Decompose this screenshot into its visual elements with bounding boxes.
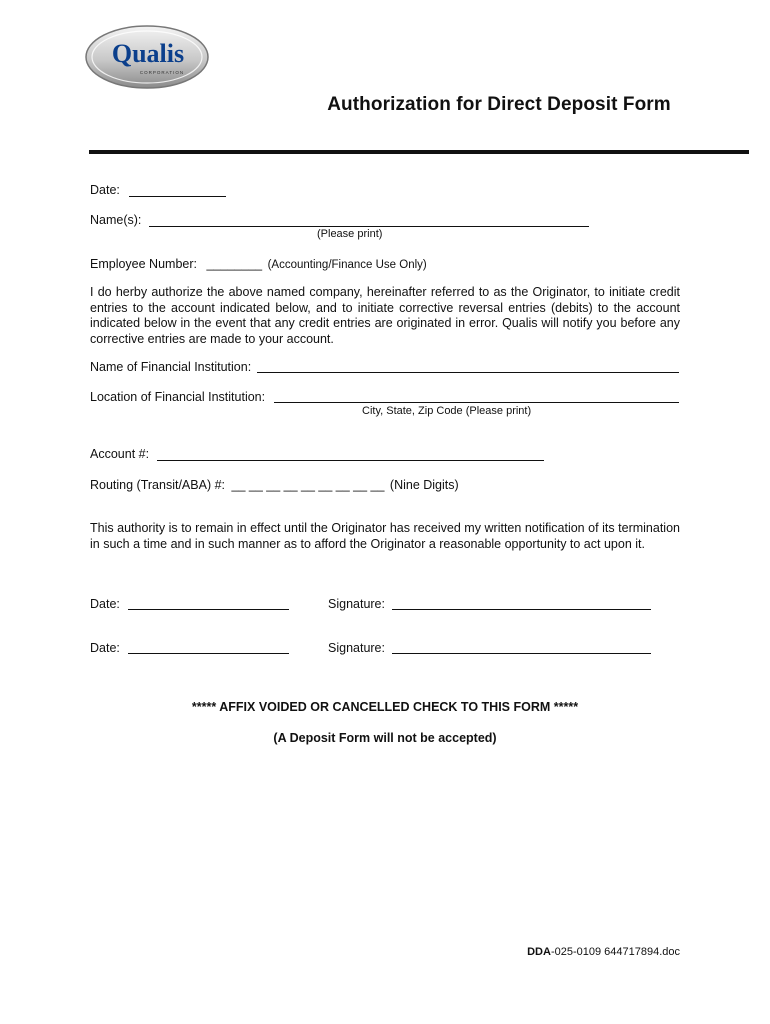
- sig2-signature-label: Signature:: [328, 641, 385, 655]
- duration-paragraph: This authority is to remain in effect until the Originator has received my written notification of its termination in such a time and in such manner as to afford the Originator a reasonable opportunity to act upon it.: [90, 521, 680, 551]
- sig2-date-label: Date:: [90, 641, 120, 655]
- date-field[interactable]: [129, 196, 226, 197]
- affix-check-notice: ***** AFFIX VOIDED OR CANCELLED CHECK TO THIS FORM *****: [191, 700, 579, 714]
- sig1-signature-field[interactable]: [392, 609, 651, 610]
- document-code: [480, 946, 680, 958]
- page-title: Authorization for Direct Deposit Form: [327, 94, 671, 115]
- routing-field[interactable]: __ __ __ __ __ __ __ __ __: [231, 478, 385, 492]
- sig1-date-label: Date:: [90, 597, 120, 611]
- institution-location-field[interactable]: [274, 402, 679, 403]
- institution-location-label: Location of Financial Institution:: [90, 390, 266, 404]
- routing-row: [90, 478, 459, 492]
- document-code-prefix: DDA: [527, 946, 551, 958]
- institution-name-field[interactable]: [257, 372, 679, 373]
- names-hint: (Please print): [317, 228, 383, 240]
- routing-label: Routing (Transit/ABA) #:: [90, 478, 226, 492]
- routing-note: (Nine Digits): [389, 478, 459, 492]
- company-logo: [84, 24, 210, 90]
- names-field[interactable]: [149, 226, 589, 227]
- account-field[interactable]: [157, 460, 544, 461]
- sig1-signature-label: Signature:: [328, 597, 385, 611]
- sig2-date-field[interactable]: [128, 653, 289, 654]
- institution-location-hint: City, State, Zip Code (Please print): [362, 405, 532, 417]
- authorization-paragraph: I do herby authorize the above named company, hereinafter referred to as the Originator, to initiate credit entries to the account indicated below, and to initiate corrective reversal entries (debits) to the account indicated below in the event that any credit entries are originated in error. Qualis will notify you before any corrective entries are made to your account.: [90, 285, 680, 346]
- title-divider: [89, 150, 749, 154]
- employee-number-note: (Accounting/Finance Use Only): [267, 259, 427, 271]
- employee-number-label: [90, 257, 427, 271]
- logo-wordmark: Qualis: [111, 39, 185, 68]
- names-label: Name(s):: [90, 213, 142, 227]
- logo-subtitle: CORPORATION: [139, 70, 185, 75]
- institution-name-label: Name of Financial Institution:: [90, 360, 252, 374]
- document-code-rest: -025-0109 644717894.doc: [550, 946, 680, 958]
- not-accepted-notice: (A Deposit Form will not be accepted): [273, 731, 497, 745]
- employee-number-label-text: Employee Number:: [90, 257, 197, 271]
- sig2-signature-field[interactable]: [392, 653, 651, 654]
- sig1-date-field[interactable]: [128, 609, 289, 610]
- employee-number-field[interactable]: ________: [206, 257, 263, 271]
- date-label: Date:: [90, 183, 120, 197]
- account-label: Account #:: [90, 447, 150, 461]
